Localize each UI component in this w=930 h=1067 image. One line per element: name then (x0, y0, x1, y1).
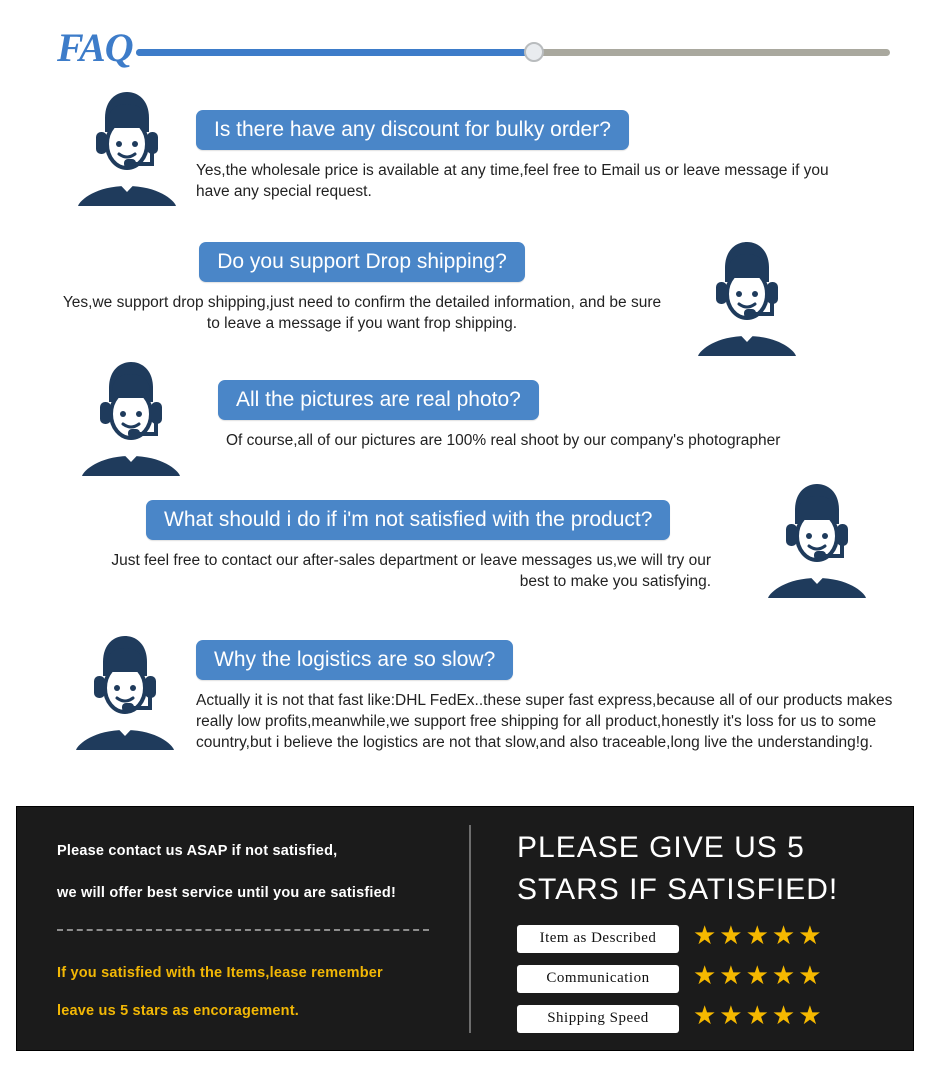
faq-question-5[interactable]: Why the logistics are so slow? (196, 640, 513, 680)
rating-stars-item-as-described: ★★★★★ (693, 920, 825, 950)
faq-question-2[interactable]: Do you support Drop shipping? (199, 242, 525, 282)
feedback-line-4: leave us 5 stars as encoragement. (57, 1003, 299, 1019)
feedback-line-2: we will offer best service until you are satisfied! (57, 885, 396, 901)
faq-answer-5: Actually it is not that fast like:DHL FedEx..these super fast express,because all of our products makes really low profits,meanwhile,we support free shipping for all product,honestly it's loss for us to some country,but i believe the logistics are not that slow,and also traceable,long live the understanding!g. (196, 692, 893, 751)
support-agent-icon (76, 358, 186, 476)
faq-answer-1: Yes,the wholesale price is available at any time,feel free to Email us or leave message if you have any special request. (196, 162, 829, 200)
slider-fill (136, 49, 536, 56)
slider-knob[interactable] (524, 42, 544, 62)
feedback-left (17, 807, 469, 1050)
divider-dashed (57, 929, 429, 931)
rating-label-item-as-described: Item as Described (517, 925, 679, 953)
faq-question-4[interactable]: What should i do if i'm not satisfied with the product? (146, 500, 670, 540)
faq-header (0, 0, 930, 86)
faq-answer-3: Of course,all of our pictures are 100% real shoot by our company's photographer (226, 432, 781, 449)
faq-answer-2: Yes,we support drop shipping,just need to confirm the detailed information, and be sure to leave a message if you want frop shipping. (62, 294, 662, 332)
support-agent-icon (692, 238, 802, 356)
faq-item-1 (196, 110, 896, 202)
feedback-panel (16, 806, 914, 1051)
faq-answer-4: Just feel free to contact our after-sales department or leave messages us,we will try our best to make you satisfying. (111, 552, 711, 590)
rating-label-communication: Communication (517, 965, 679, 993)
rating-label-shipping-speed: Shipping Speed (517, 1005, 679, 1033)
page-title: FAQ (57, 25, 133, 70)
rating-stars-shipping-speed: ★★★★★ (693, 1000, 825, 1030)
panel-divider (469, 825, 471, 1033)
rating-headline-2: STARS IF SATISFIED! (517, 873, 839, 906)
support-agent-icon (762, 480, 872, 598)
progress-slider[interactable] (136, 46, 890, 58)
feedback-line-1: Please contact us ASAP if not satisfied, (57, 843, 338, 859)
support-agent-icon (70, 632, 180, 750)
faq-item-2 (62, 242, 662, 334)
faq-item-4 (111, 500, 746, 592)
support-agent-icon (72, 88, 182, 206)
feedback-line-3: If you satisfied with the Items,lease remember (57, 965, 383, 981)
faq-question-3[interactable]: All the pictures are real photo? (218, 380, 539, 420)
feedback-right (487, 807, 912, 1050)
rating-stars-communication: ★★★★★ (693, 960, 825, 990)
faq-question-1[interactable]: Is there have any discount for bulky order? (196, 110, 629, 150)
faq-item-3 (218, 380, 898, 451)
rating-headline-1: PLEASE GIVE US 5 (517, 831, 805, 864)
faq-item-5 (196, 640, 916, 753)
